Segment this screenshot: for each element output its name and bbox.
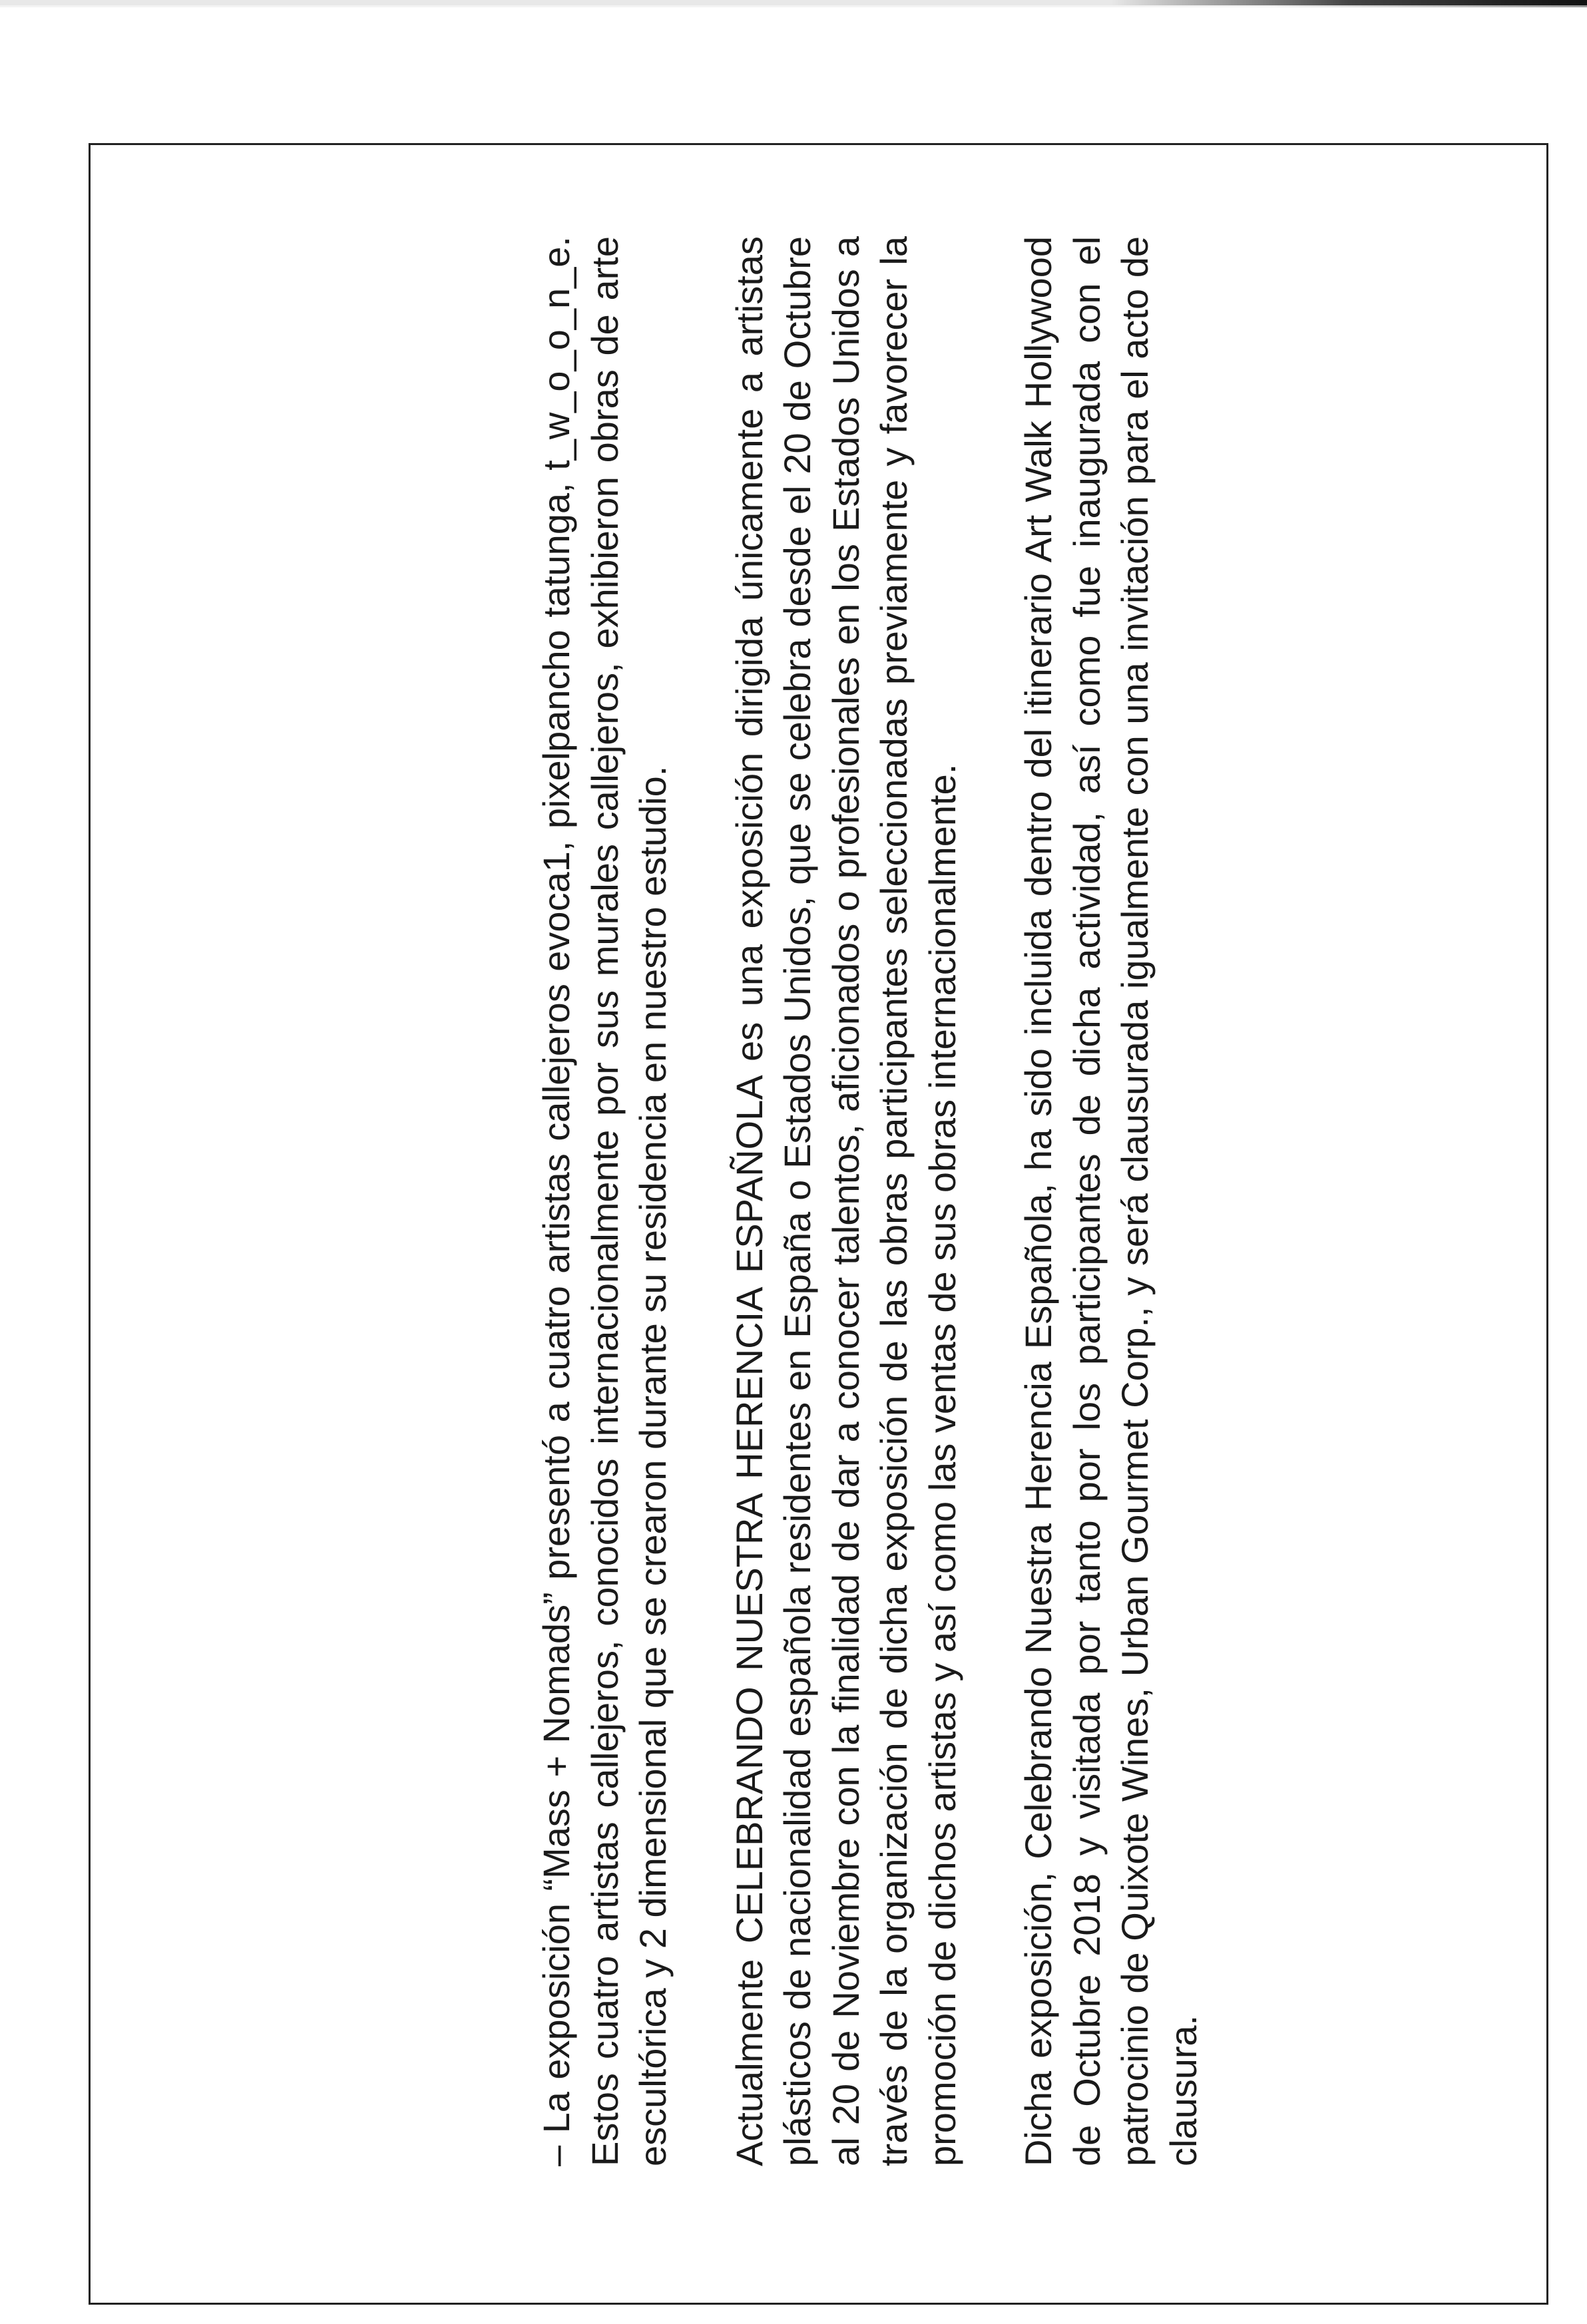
rotated-text-block <box>533 236 1318 2166</box>
scan-edge-shadow <box>0 5 1587 7</box>
scan-edge-top <box>0 0 1587 5</box>
paragraph-art-walk: Dicha exposición, Celebrando Nuestra Herencia Española, ha sido incluida dentro del itinerario Art Walk Hollywood de Octubre 2018 y visitada por tanto por los participantes de dicha actividad, así como fue inaugurada con el patrocinio de Quixote Wines, Urban Gourmet Corp., y será clausurada igualmente con una invitación para el acto de clausura. <box>1017 236 1204 2166</box>
paragraph-mass-nomads: – La exposición “Mass + Nomads” presentó a cuatro artistas callejeros evoca1, pixelpancho tatunga, t_w_o_o_n_e. Estos cuatro artistas callejeros, conocidos internacionalmente por sus murales callejeros, exhibieron obras de arte escultórica y 2 dimensional que se crearon durante su residencia en nuestro estudio. <box>535 236 674 2166</box>
paragraph-celebrando-herencia: Actualmente CELEBRANDO NUESTRA HERENCIA ESPAÑOLA es una exposición dirigida únicamente a artistas plásticos de nacionalidad española residentes en España o Estados Unidos, que se celebra desde el 20 de Octubre al 20 de Noviembre con la finalidad de dar a conocer talentos, aficionados o profesionales en los Estados Unidos a través de la organización de dicha exposición de las obras participantes seleccionadas previamente y favorecer la promoción de dichos artistas y así como las ventas de sus obras internacionalmente. <box>728 236 963 2166</box>
